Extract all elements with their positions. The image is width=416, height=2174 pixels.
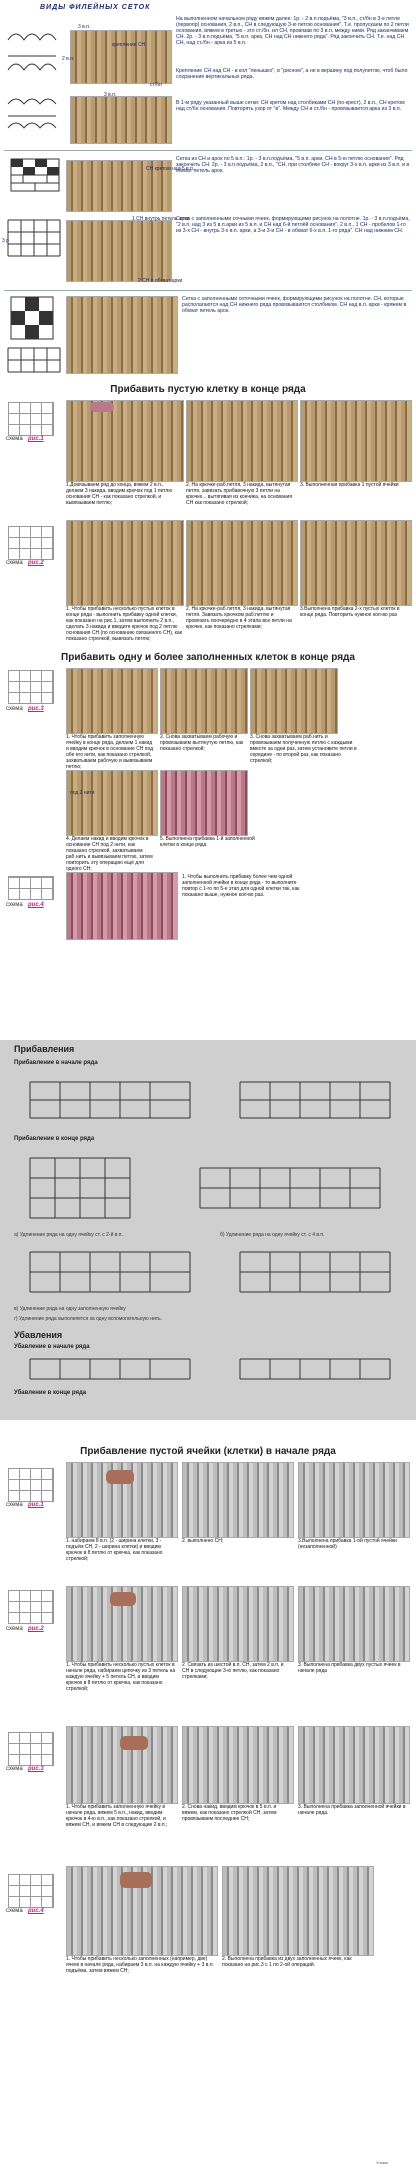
scan-diagram-4 <box>20 1354 400 1384</box>
step-photo-1a <box>66 400 184 482</box>
step-caption-6c: 3. Выполнена прибавка двух пустых ячеек в начале ряда <box>298 1662 401 1674</box>
label: 2 СН в обхват арки <box>138 278 183 284</box>
step-photo-6c <box>298 1586 410 1662</box>
step-caption-1a: 1.Довязываем ряд до конца, вяжем 2 в.п., делаем 3 накида, вводим крючок под 1 петлю основания СН - как показано стрелкой, и вывязываем петлю; <box>66 482 173 506</box>
step-photo-7c <box>298 1726 410 1804</box>
step-photo-2a <box>66 520 184 606</box>
mesh-diagram-3 <box>6 216 62 260</box>
checker-icon <box>10 296 54 340</box>
schema-label: схема <box>6 560 23 566</box>
step-photo-1c <box>300 400 412 482</box>
label: ст/бн <box>150 82 162 88</box>
mesh-note-3: Сетка из СН и арок по 5 в.п.: 1р. - 3 в.п.подъёма, "5 в.п. арки, СН в 5-ю петлю основания". Ряд закончить СН. 2р. - 3 в.п.подъёма, 2 в.п., "СН, при столбике СН - вокруг 3-х в.п. арки из 3 в.п. и в обхват петель арок. <box>176 156 410 174</box>
step-photo-1b <box>186 400 298 482</box>
step-caption-3c: 3. Снова захватываем раб.нить и провязываем полученную петлю с каждыми вместе за одни раз, затем установите петли в середине - по второй раз, как показано стрелкой; <box>250 734 357 764</box>
step-caption-1c: 3. Выполненная прибавка 1 пустой ячейки <box>300 482 399 488</box>
section-heading-3: Прибавление пустой ячейки (клетки) в начале ряда <box>80 1446 336 1457</box>
step-caption-6b: 2. Связать из шестой в.п. СН, затем 2 в.п. и СН в следующие 3-ю петлю, как показано стрелками; <box>182 1662 284 1680</box>
mesh-photo-2 <box>70 96 172 144</box>
mesh-note-2: В 1-м ряду указанный выше сетки: СН кретом над столбиками СН (по-крест), 2 в.п., СН кретом над ст/бн основания. Повторять узор от "в". Между СН и ст./бн - провязывается арка из 3 в.п. <box>176 100 405 112</box>
scanned-pattern-page <box>0 1040 416 1420</box>
step-photo-3b <box>160 668 248 734</box>
label: СН кретом над 5 в.п. <box>146 166 195 172</box>
step-caption-5c: 3.Выполнена прибавка 1-ой пустой ячейки (незаполненной) <box>298 1538 397 1550</box>
step-photo-4 <box>66 872 178 940</box>
mesh-photo-5 <box>66 296 178 374</box>
scan-caption-d: г) Удлинение ряда выполняется за одну вспомогательную нить. <box>14 1316 163 1322</box>
step-caption-2b: 2. На крючке-раб.петля, 3 накида, вытянутая петля. Завязать крючком раб.петлю и провязать поочерёдно в 4 этапа все петли на крючке, как показано стрелками; <box>186 606 292 630</box>
step-caption-3a: 1. Чтобы прибавить заполненную ячейку в конце ряда, делаем 1 накид и вводим крючок в основание СН под обе его нити, как показано стрелкой, захватываем рабочую и вывязываем петлю; <box>66 734 154 770</box>
schema-label: схема <box>6 1502 23 1508</box>
divider <box>4 290 412 291</box>
schema-label: схема <box>6 1626 23 1632</box>
step-photo-3d <box>66 770 158 836</box>
scan-title: Прибавления <box>14 1044 75 1054</box>
scan-subtitle-5: Убавление в конце ряда <box>14 1390 87 1396</box>
schema-label: схема <box>6 902 23 908</box>
mesh-diagram-1 <box>6 26 62 86</box>
figure-link-4[interactable]: рис.4 <box>28 902 44 908</box>
schema-grid-2 <box>8 526 54 560</box>
label: 3 в.п. <box>104 92 117 98</box>
step-caption-5a: 1. набираем 8 в.п. (2 - ширина клетки, 3 - подъём СН, 2 - ширина клетки) и вводим крючок в 8 петлю от крючка, как показано стрелкой; <box>66 1538 163 1562</box>
step-photo-6b <box>182 1586 294 1662</box>
step-caption-8b: 2. Выполнена прибавка из двух заполненных ячеек, как показано на рис.3 с 1 по 2-ой операций. <box>222 1956 352 1968</box>
hook-hand <box>120 1872 152 1888</box>
hook-hand <box>120 1736 148 1750</box>
scan-subtitle-1: Прибавление в начале ряда <box>14 1060 98 1066</box>
signature: Ульма <box>376 2160 388 2165</box>
scan-subtitle-4: Убавление в начале ряда <box>14 1344 90 1350</box>
divider <box>4 150 412 151</box>
figure-link-7[interactable]: рис.3 <box>28 1766 44 1772</box>
scan-caption-a: а) Удлинение ряда на одну ячейку ст. с 2-й в.п. <box>14 1232 123 1238</box>
scan-title-2: Убавления <box>14 1330 63 1340</box>
schema-grid-5 <box>8 1468 54 1502</box>
step-caption-7a: 1. Чтобы прибавить заполненную ячейку в начале ряда, вяжем 5 в.п., накид, вводим крючок в 4-ю в.п., как показано стрелкой, и вяжем СН, и вяжем СН в следующие 2 в.п.; <box>66 1804 168 1828</box>
section-heading-1: Прибавить пустую клетку в конце ряда <box>110 384 306 395</box>
section-heading-2: Прибавить одну и более заполненных клеток в конце ряда <box>61 652 355 663</box>
scan-subtitle-2: Прибавление в конце ряда <box>14 1136 95 1142</box>
figure-link-8[interactable]: рис.4 <box>28 1908 44 1914</box>
step-photo-3e <box>160 770 248 836</box>
step-photo-2b <box>186 520 298 606</box>
brick-icon <box>10 158 60 192</box>
step-caption-7c: 3. Выполнена прибавка заполненной ячейки в начале ряда. <box>298 1804 406 1816</box>
step-photo-3c <box>250 668 338 734</box>
schema-label: схема <box>6 436 23 442</box>
mesh-diagram-4 <box>6 344 62 376</box>
label: 3 в.п. <box>78 24 91 30</box>
step-caption-1b: 2. На крючке-раб.петля, 3 накида, вытянутая петля, завязать прибавочную 3 петли на крючке... вытягивая из кончика, на основания СН как показано стрелкой; <box>186 482 293 506</box>
scan-diagram-2 <box>20 1148 400 1228</box>
figure-link-6[interactable]: рис.2 <box>28 1626 44 1632</box>
figure-link-5[interactable]: рис.1 <box>28 1502 44 1508</box>
step-caption-3d: 4. Делаем накид и вводим крючок в основание СН под 2 нити, как показано стрелкой, захватываем раб.нить и вывязываем петлю, затем повторить эту операцию ещё для одного СН; <box>66 836 153 872</box>
schema-label: схема <box>6 706 23 712</box>
step-caption-2a: 1. Чтобы прибавить несколько пустых клеток в конце ряда - выполнить прибавку одной клетки, как показано на рис.1, затем выполнить 2 в.п., сделать 3 накида и введите крючок под 2 петлю основания СН (по основанию связанного СН), как показано стрелкой, вывязать петлю; <box>66 606 182 642</box>
step-photo-5b <box>182 1462 294 1538</box>
step-caption-8a: 1. Чтобы прибавить несколько заполненных (например, две) ячеек в начале ряда, набираем 3 в.п. на каждую ячейку + 3 в.п. подъёма, затем вяжем СН; <box>66 1956 214 1974</box>
label: 1 СН внутрь петель арки <box>132 216 190 222</box>
scan-caption-c: в) Удлинение ряда на одну заполненную ячейку <box>14 1306 126 1312</box>
mesh-photo-1 <box>70 30 172 84</box>
step-caption-4: 1. Чтобы выполнить прибавку более чем одной заполненной ячейки в конце ряда - то выполните повтор с 1-го по 5-е этап для одной клетки так, как показано выше, нужное кол-во раз. <box>182 874 300 898</box>
mesh-note-5: Сетка с заполненными сеточными ячеек, формирующими рисунок на полотне. СН, которые располагаются над СН нижнего ряда провязываются столбиком. СН над в.п. арки - кряжем в обхват петель арок. <box>182 296 407 314</box>
figure-link-3[interactable]: рис.3 <box>28 706 44 712</box>
step-caption-6a: 1. Чтобы прибавить несколько пустых клеток в начале ряда, набираем цепочку из 3 петель на каждую ячейку + 5 петель СН, и вводим крючок в 8 петлю от крючка, как показано стрелкой; <box>66 1662 176 1692</box>
scan-diagram-3 <box>20 1242 400 1302</box>
schema-grid-7 <box>8 1732 54 1766</box>
schema-grid-6 <box>8 1590 54 1624</box>
step-photo-8b <box>222 1866 374 1956</box>
step-photo-2c <box>300 520 412 606</box>
mesh-diagram-2 <box>6 94 62 138</box>
label: крепление СН <box>112 42 146 48</box>
mesh-types-section <box>0 0 416 380</box>
hook-hand <box>90 402 114 412</box>
step-caption-3b: 2. Снова захватываем рабочую и провязываем вытянутую петлю, как показано стрелкой; <box>160 734 244 752</box>
schema-grid-1 <box>8 402 54 436</box>
scan-caption-b: б) Удлинение ряда на одну ячейку ст. с 4 в.п. <box>220 1232 325 1238</box>
step-caption-2c: 3.Выполнена прибавка 2-х пустых клеток в конце ряда. Повторить нужное кол-во раз <box>300 606 400 618</box>
label: 2 в.п. <box>62 56 75 62</box>
label: 3 р <box>2 238 9 244</box>
step-photo-7b <box>182 1726 294 1804</box>
step-photo-5c <box>298 1462 410 1538</box>
schema-label: схема <box>6 1766 23 1772</box>
schema-label: схема <box>6 1908 23 1914</box>
mesh-photo-4 <box>66 220 172 282</box>
figure-link-1[interactable]: рис.1 <box>28 436 44 442</box>
mesh-note-1b: Крепление СН над СН - в кол "ленышко", в "рисном", а не в вершину под полупетлю, чтоб было сохранение вертикальных ряда. <box>176 68 408 80</box>
scan-diagram-1 <box>20 1072 400 1132</box>
hook-hand <box>110 1592 136 1606</box>
hook-hand <box>106 1470 134 1484</box>
schema-grid-3 <box>8 670 54 704</box>
step-caption-5b: 2. выполнено СН; <box>182 1538 224 1544</box>
page-title: ВИДЫ ФИЛЕЙНЫХ СЕТОК <box>40 4 151 11</box>
schema-grid-8 <box>8 1874 54 1908</box>
label: под 2 нити <box>70 790 95 796</box>
figure-link-2[interactable]: рис.2 <box>28 560 44 566</box>
mesh-note-1: На выполненном начальном ряду вяжем далее: 1р. - 2 в.п.подъёма, "3 в.п., ст/бн в 3-е петле (первопр) основания, 2 в.п., СН в следующую 3-ю петлю основания". Т.е. пропускаем по 2 петли основания, вяжем в третью - это ст./бн. ил СН, провязав по 3 в.п. между ними. Ряд заканчиваем СН. 2р. - 3 в.п.подъёма, "5 в.п. арка, СН над СН нижнего ряда". Ряд закончить СН. Т.е. над СН СН, над ст./бн - арка из 5 в.п. <box>176 16 409 46</box>
step-caption-7b: 2. Снова накид, вводим крючок в 5 в.п. и вяжем, как показано стрелкой СН, затем провязываем последнее СН; <box>182 1804 277 1822</box>
step-caption-3e: 5. Выполнена прибавка 1-й заполненной клетки в конце ряда <box>160 836 255 848</box>
mesh-note-4: Сетка с заполненными сочными ячеек, формирующими рисунок на полотне. 1р. - 3 в.п.подъёма, "2 в.п. над 3 из 5 в.п.арки из 5 в.п. и СН над 6-й петлёй основания", 2 в.п., 1 СН - пробелов 1-го из 3-х СН - внутрь 3-х в.п. арки, а 3-и 3-и СН - в обхват 6-х в.п. 1-го ряда". СН над нижним СН. <box>176 216 410 234</box>
schema-grid-4 <box>8 876 54 900</box>
step-photo-3a <box>66 668 158 734</box>
